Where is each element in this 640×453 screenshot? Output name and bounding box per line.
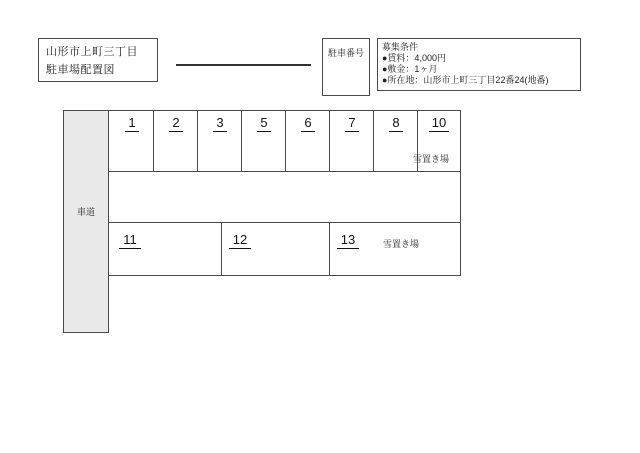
- snow-area-label-bottom: 雪置き場: [383, 239, 420, 249]
- stall-number-12: 12: [229, 233, 251, 249]
- stall-divider-top-5: [329, 110, 330, 172]
- conditions-item-address: ●所在地：山形市上町三丁目22番24(地番): [382, 75, 549, 85]
- driveway-label: 車道: [76, 207, 95, 217]
- stall-divider-top-1: [153, 110, 154, 172]
- stall-divider-top-2: [197, 110, 198, 172]
- stall-number-11: 11: [119, 233, 141, 249]
- stall-number-10: 10: [429, 116, 449, 132]
- lot-plan: [63, 110, 461, 276]
- stall-number-5: 5: [257, 116, 271, 132]
- stall-number-7: 7: [345, 116, 359, 132]
- scan-edge-left: [0, 0, 14, 453]
- divider-rule: [176, 64, 311, 66]
- legend-label: 駐車番号: [327, 48, 364, 58]
- scan-edge-right: [626, 0, 640, 453]
- driveway-area: [63, 110, 109, 333]
- conditions-item-deposit: ●敷金：1ヶ月: [382, 64, 438, 74]
- stall-divider-bottom-2: [329, 223, 330, 276]
- title-line-2: 駐車場配置図: [46, 64, 115, 76]
- conditions-heading: 募集条件: [382, 42, 419, 52]
- stall-divider-bottom-1: [221, 223, 222, 276]
- title-box: [38, 38, 158, 82]
- stall-number-13: 13: [337, 233, 359, 249]
- conditions-box: [377, 38, 581, 91]
- conditions-item-rent: ●賃料：4,000円: [382, 53, 446, 63]
- stall-divider-top-6: [373, 110, 374, 172]
- stall-number-2: 2: [169, 116, 183, 132]
- stall-number-3: 3: [213, 116, 227, 132]
- stall-number-1: 1: [125, 116, 139, 132]
- stall-number-8: 8: [389, 116, 403, 132]
- title-line-1: 山形市上町三丁目: [46, 46, 138, 58]
- aisle-row-middle: [109, 172, 461, 223]
- stall-divider-top-3: [241, 110, 242, 172]
- stall-divider-top-4: [285, 110, 286, 172]
- snow-area-label-top: 雪置き場: [413, 154, 450, 164]
- stall-number-6: 6: [301, 116, 315, 132]
